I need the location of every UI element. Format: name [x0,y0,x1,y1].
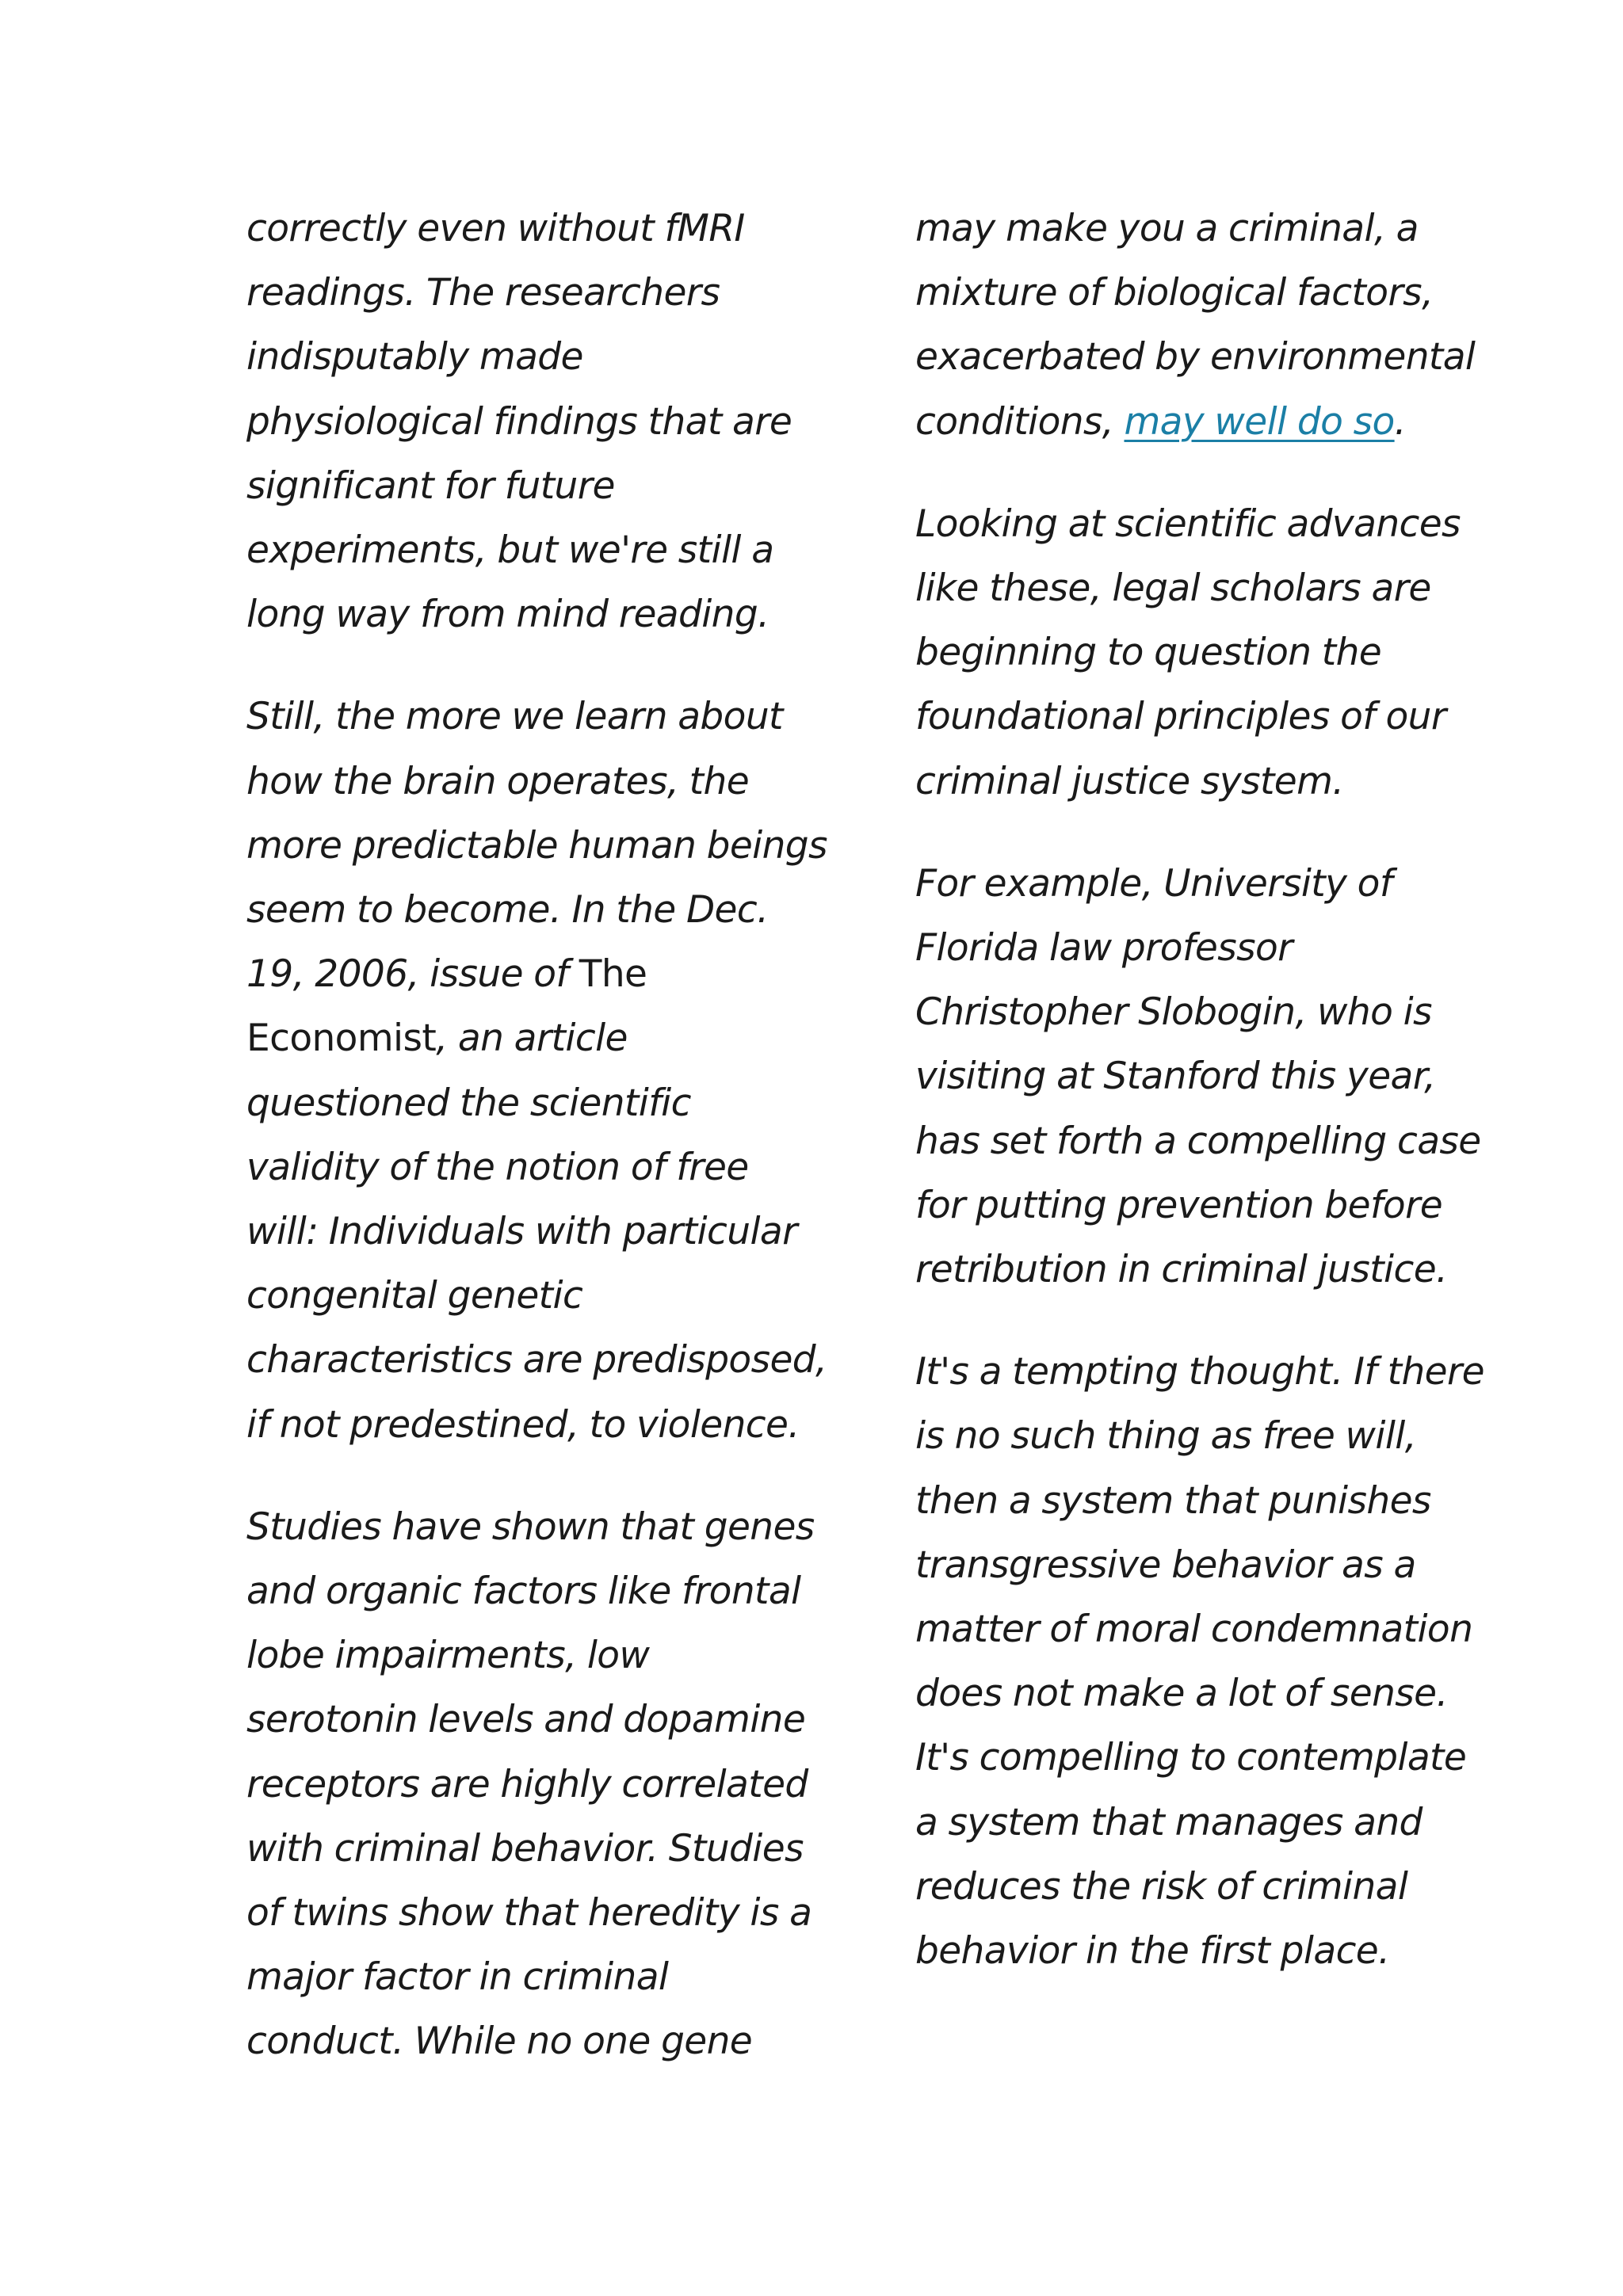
text-line: and organic factors like frontal [246,1569,801,1614]
text-line: It's a tempting thought. If there [915,1350,1484,1394]
text-line [915,390,1486,454]
text-segment: 19, 2006, issue of [246,952,579,997]
text-line: receptors are highly correlated [246,1762,808,1806]
text-line: Florida law professor [915,926,1293,971]
paragraph-mind-reading [246,196,825,646]
text-line: correctly even without fMRI [246,207,745,250]
text-line: reduces the risk of criminal [915,1864,1408,1909]
text-line: does not make a lot of sense. [915,1672,1448,1716]
text-line: major factor in criminal [246,1955,669,2000]
text-line: seem to become. In the Dec. [246,888,769,933]
text-line: long way from mind reading. [246,593,769,637]
text-line: for putting prevention before [915,1183,1443,1227]
left-column [246,196,825,2112]
paragraph-legal-scholars [915,492,1486,814]
text-line: indisputably made [246,335,583,379]
text-line: lobe impairments, low [246,1634,650,1678]
paragraph-free-will [246,685,825,1456]
text-line: is no such thing as free will, [915,1414,1417,1459]
text-line: more predictable human beings [246,823,827,868]
text-line: like these, legal scholars are [915,566,1431,611]
publication-title: Economist [246,1016,437,1061]
text-line: It's compelling to contemplate [915,1736,1467,1780]
text-line: characteristics are predisposed, [246,1338,827,1383]
text-line: significant for future [246,463,615,508]
text-line: how the brain operates, the [246,759,750,803]
paragraph-criminal-factors [915,196,1486,454]
text-segment: conditions, [915,399,1125,444]
paragraph-slobogin [915,852,1486,1302]
text-line: visiting at Stanford this year, [915,1055,1436,1099]
publication-title: The [579,952,647,997]
text-line: mixture of biological factors, [915,271,1434,315]
text-line: questioned the scientific [246,1081,691,1125]
text-segment: . [1394,399,1406,444]
text-line: behavior in the first place. [915,1929,1390,1974]
text-line: retribution in criminal justice. [915,1248,1448,1292]
text-segment: , an article [436,1016,628,1061]
text-line: a system that manages and [915,1800,1423,1844]
text-line [246,942,825,1006]
text-line: conduct. While no one gene [246,2019,753,2064]
text-line: Christopher Slobogin, who is [915,990,1432,1035]
text-line: transgressive behavior as a [915,1543,1416,1587]
text-line: validity of the notion of free [246,1145,749,1189]
text-line: Studies have shown that genes [246,1505,815,1549]
text-line: exacerbated by environmental [915,335,1476,379]
text-line: Still, the more we learn about [246,695,783,739]
text-line: with criminal behavior. Studies [246,1826,804,1871]
text-line: serotonin levels and dopamine [246,1698,806,1742]
text-line: readings. The researchers [246,271,720,315]
text-line: may make you a criminal, a [915,207,1419,250]
text-line: foundational principles of our [915,695,1446,739]
right-column [915,196,1486,2021]
text-line: will: Individuals with particular [246,1210,797,1254]
paragraph-tempting-thought [915,1340,1486,1983]
text-line: Looking at scientific advances [915,502,1461,546]
may-well-do-so-link[interactable]: may well do so [1124,399,1395,444]
text-line: matter of moral condemnation [915,1608,1473,1652]
text-line [246,1006,825,1070]
text-line: physiological findings that are [246,399,792,444]
text-line: has set forth a compelling case [915,1119,1481,1163]
text-line: criminal justice system. [915,759,1344,803]
text-line: congenital genetic [246,1274,583,1318]
text-line: beginning to question the [915,631,1382,675]
text-line: experiments, but we're still a [246,528,774,573]
paragraph-studies [246,1495,825,2074]
text-line: of twins show that heredity is a [246,1891,812,1936]
text-line: For example, University of [915,861,1392,906]
text-line: then a system that punishes [915,1478,1431,1523]
text-line: if not predestined, to violence. [246,1402,800,1447]
